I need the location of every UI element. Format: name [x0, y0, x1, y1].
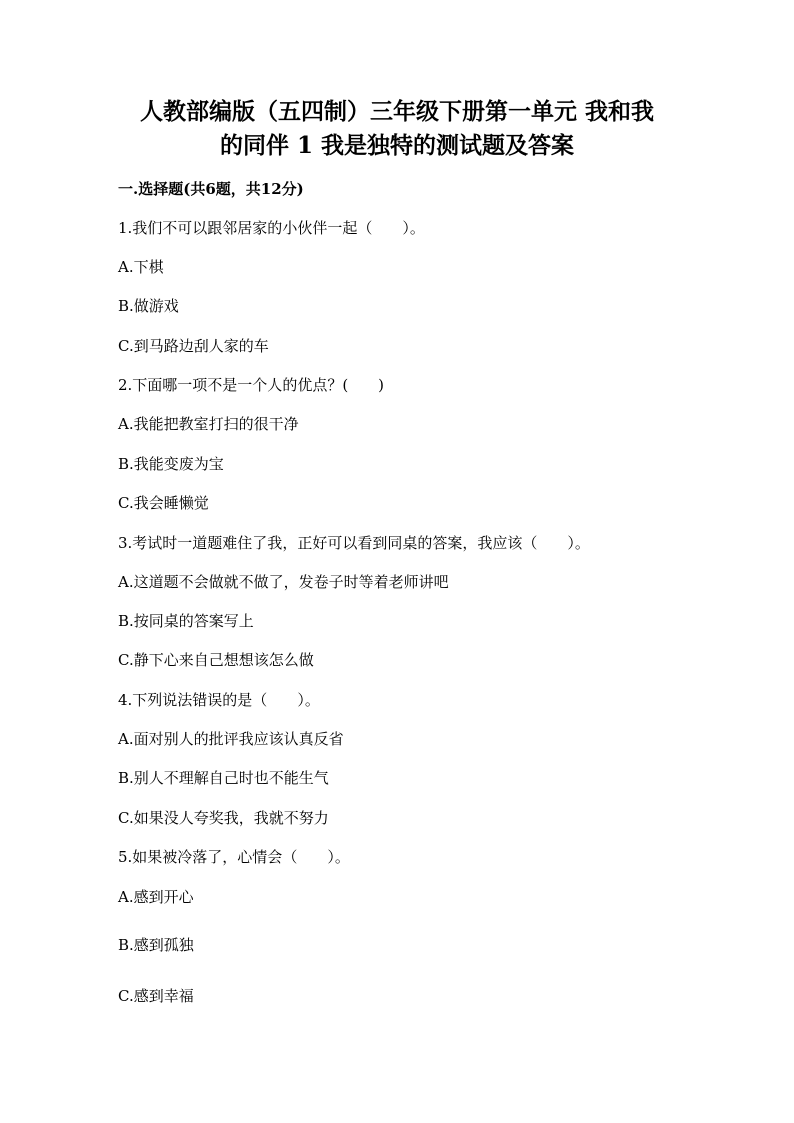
- question-1-option-b: B.做游戏: [118, 297, 179, 315]
- question-2-option-a: A.我能把教室打扫的很干净: [118, 415, 299, 433]
- question-3-stem: 3.考试时一道题难住了我，正好可以看到同桌的答案，我应该（ ）。: [118, 534, 590, 552]
- question-2-option-b: B.我能变废为宝: [118, 455, 224, 473]
- question-4-stem: 4.下列说法错误的是（ ）。: [118, 691, 320, 709]
- question-4-option-a: A.面对别人的批评我应该认真反省: [118, 730, 344, 748]
- question-5-option-c: C.感到幸福: [118, 987, 194, 1005]
- question-3-option-c: C.静下心来自己想想该怎么做: [118, 651, 314, 669]
- document-title-line-2: 的同伴 1 我是独特的测试题及答案: [219, 132, 575, 159]
- question-5-stem: 5.如果被冷落了，心情会（ ）。: [118, 848, 350, 866]
- question-1-stem: 1.我们不可以跟邻居家的小伙伴一起（ ）。: [118, 219, 425, 237]
- question-5-option-a: A.感到开心: [118, 888, 194, 906]
- question-4-option-c: C.如果没人夸奖我，我就不努力: [118, 809, 329, 827]
- question-2-stem: 2.下面哪一项不是一个人的优点？( ): [118, 376, 385, 394]
- question-1-option-a: A.下棋: [118, 258, 164, 276]
- question-3-option-a: A.这道题不会做就不做了，发卷子时等着老师讲吧: [118, 573, 449, 591]
- question-4-option-b: B.别人不理解自己时也不能生气: [118, 769, 329, 787]
- question-2-option-c: C.我会睡懒觉: [118, 494, 209, 512]
- document-title-line-1: 人教部编版（五四制）三年级下册第一单元 我和我: [139, 98, 654, 125]
- section-heading: 一.选择题(共6题，共12分): [118, 180, 304, 198]
- question-3-option-b: B.按同桌的答案写上: [118, 612, 254, 630]
- question-5-option-b: B.感到孤独: [118, 936, 194, 954]
- question-1-option-c: C.到马路边刮人家的车: [118, 337, 269, 355]
